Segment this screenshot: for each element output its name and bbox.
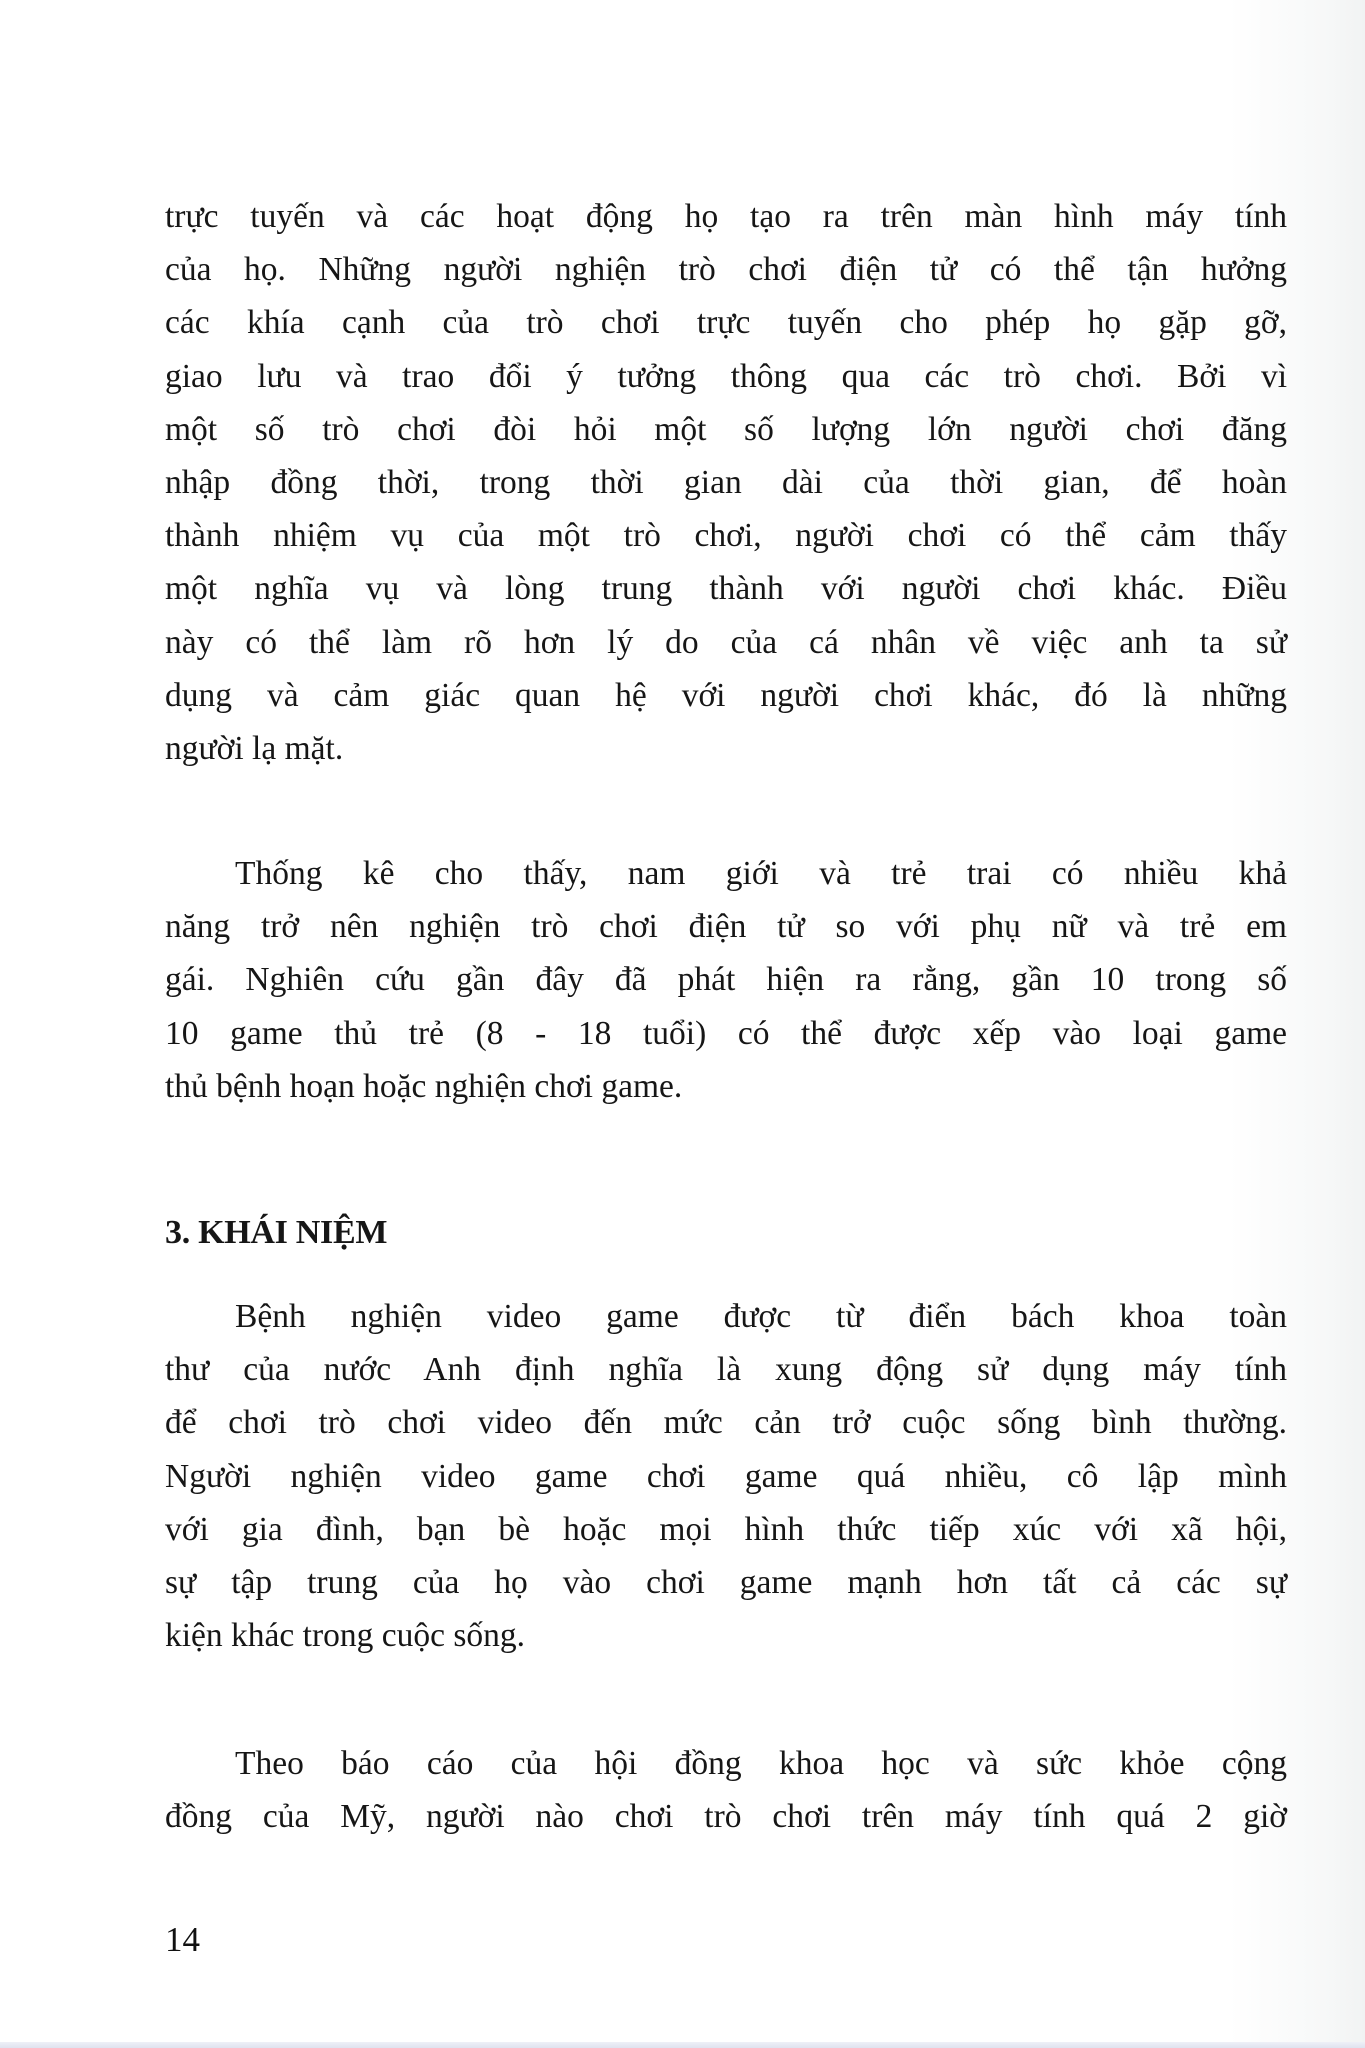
text-line: nhập đồng thời, trong thời gian dài của thời gian, để hoàn [165, 463, 1287, 501]
text-line: trực tuyến và các hoạt động họ tạo ra trên màn hình máy tính [165, 198, 1287, 235]
text-line: Bệnh nghiện video game được từ điển bách khoa toàn [235, 1298, 1287, 1335]
paragraph-definition [165, 1290, 1287, 1662]
text-line: kiện khác trong cuộc sống. [165, 1617, 526, 1655]
text-line: với gia đình, bạn bè hoặc mọi hình thức tiếp xúc với xã hội, [165, 1510, 1287, 1548]
text-line: đồng của Mỹ, người nào chơi trò chơi trên máy tính quá 2 giờ [165, 1798, 1287, 1836]
text-line: này có thể làm rõ hơn lý do của cá nhân về việc anh ta sử [165, 623, 1287, 661]
text-line: Thống kê cho thấy, nam giới và trẻ trai có nhiều khả [235, 855, 1287, 892]
text-line: dụng và cảm giác quan hệ với người chơi khác, đó là những [165, 676, 1287, 714]
text-line: thư của nước Anh định nghĩa là xung động sử dụng máy tính [165, 1351, 1287, 1389]
text-line: người lạ mặt. [165, 729, 344, 767]
text-line: một số trò chơi đòi hỏi một số lượng lớn người chơi đăng [165, 410, 1287, 448]
text-line: để chơi trò chơi video đến mức cản trở cuộc sống bình thường. [165, 1404, 1287, 1442]
text-line: giao lưu và trao đổi ý tưởng thông qua các trò chơi. Bởi vì [165, 357, 1287, 395]
text-line: một nghĩa vụ và lòng trung thành với người chơi khác. Điều [165, 570, 1287, 608]
text-line: Theo báo cáo của hội đồng khoa học và sức khỏe cộng [235, 1745, 1287, 1782]
text-line: Người nghiện video game chơi game quá nhiều, cô lập mình [165, 1457, 1287, 1495]
page-bottom-edge [0, 2042, 1365, 2048]
text-line: năng trở nên nghiện trò chơi điện tử so với phụ nữ và trẻ em [165, 908, 1287, 946]
text-line: của họ. Những người nghiện trò chơi điện tử có thể tận hưởng [165, 251, 1287, 289]
text-line: sự tập trung của họ vào chơi game mạnh hơn tất cả các sự [165, 1563, 1287, 1601]
section-heading: 3. KHÁI NIỆM [165, 1214, 388, 1251]
paragraph-us-council-report [165, 1737, 1287, 1843]
text-line: thủ bệnh hoạn hoặc nghiện chơi game. [165, 1067, 683, 1105]
text-line: gái. Nghiên cứu gần đây đã phát hiện ra rằng, gần 10 trong số [165, 961, 1287, 999]
paragraph-statistics [165, 847, 1287, 1113]
text-line: thành nhiệm vụ của một trò chơi, người chơi có thể cảm thấy [165, 517, 1287, 555]
paragraph-online-gaming-social [165, 190, 1287, 775]
text-line: 10 game thủ trẻ (8 - 18 tuổi) có thể được xếp vào loại game [165, 1014, 1287, 1052]
text-line: các khía cạnh của trò chơi trực tuyến cho phép họ gặp gỡ, [165, 304, 1287, 342]
page-number: 14 [165, 1920, 200, 1959]
